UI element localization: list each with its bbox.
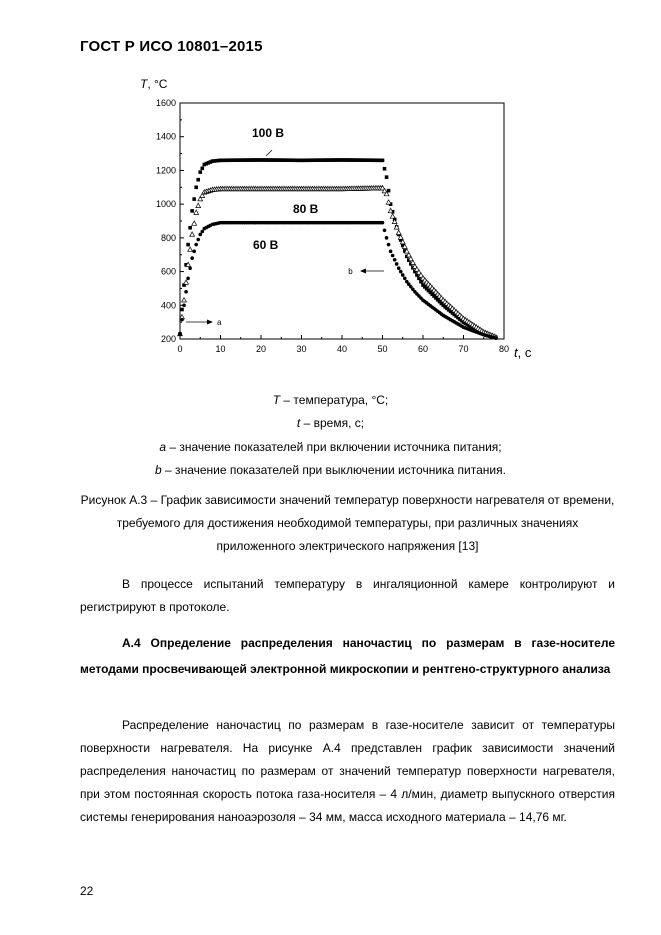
data-point [381,159,385,163]
legend-line-t: t – время, с; [296,416,365,430]
data-point [190,209,194,213]
y-axis-label: T, °C [140,77,168,91]
x-tick-label: 60 [417,344,429,354]
x-tick-label: 20 [255,344,267,354]
legend-line-a: a – значение показателей при включении источника питания; [159,440,502,454]
data-point [200,230,204,234]
paragraph-2: Распределение наночастиц по размерам в газе-носителе зависит от температуры поверхности нагревателя. На рисунке А.4 представлен график зависимости значений распределения наночастиц по размерам от значений температур поверхности нагревателя, при этом постоянная скорость потока газа-носителя – 4 л/мин, диаметр выпускного отверстия системы генерирования наноаэрозоля – 34 мм, масса исходного материала – 14,76 мг. [80,718,615,824]
page-number: 22 [80,884,94,898]
data-point [192,197,196,201]
data-point [494,336,498,340]
y-tick-label: 400 [160,300,176,311]
y-tick-label: 1000 [155,199,176,210]
series-1 [178,186,499,340]
data-point [194,185,198,189]
data-point [182,298,187,302]
x-tick-label: 0 [177,344,183,354]
data-point [387,189,391,193]
figure-caption: Рисунок А.3 – График зависимости значений температур поверхности нагревателя от времени, требуемого для достижения необходимой температуры, при различных значениях приложенного электрического напряжения [13] [80,493,615,553]
document-standard-title: ГОСТ Р ИСО 10801–2015 [80,38,263,55]
data-point [387,243,391,247]
data-point [403,277,407,281]
data-point [396,230,401,234]
series-label: 100 В [252,126,285,140]
data-point [180,308,184,312]
paragraph-1: В процессе испытаний температуру в ингаляционной камере контролируют и регистрируют в протоколе. [80,577,615,614]
section-heading: А.4 Определение распределения наночастиц по размерам в газе-носителе методами просвечивающей электронной микроскопии и рентгено-структурного анализа [80,636,615,676]
data-point [196,203,201,207]
data-point [190,232,195,236]
y-tick-label: 1400 [155,131,176,142]
data-point [393,258,397,262]
x-axis-label: t, с [514,345,532,360]
data-point [389,250,393,254]
data-point [397,266,401,270]
data-point [391,254,395,258]
y-tick-label: 200 [160,334,176,344]
legend-line-T: T – температура, °C; [272,393,389,407]
y-tick-label: 600 [160,266,176,277]
data-point [196,238,200,242]
y-tick-label: 1600 [155,98,176,108]
data-point [190,256,194,260]
data-point [188,247,193,251]
x-tick-label: 30 [296,344,307,354]
x-tick-label: 40 [336,344,348,354]
x-tick-label: 70 [458,344,469,354]
data-point [198,233,202,237]
data-point [184,280,189,284]
data-point [178,332,182,336]
data-point [383,228,387,232]
annotation-arrowhead-a [207,320,213,325]
data-point [401,273,405,277]
data-point [385,175,389,179]
series-0 [178,158,498,339]
series-pointer [266,150,272,156]
x-tick-label: 10 [215,344,226,354]
data-point [186,277,190,281]
data-point [180,318,184,322]
x-tick-label: 50 [377,344,388,354]
data-point [386,200,391,204]
data-point [399,270,403,274]
data-point [381,221,385,225]
data-point [390,214,395,218]
temperature-time-chart [0,0,661,400]
data-point [182,303,186,307]
data-point [385,236,389,240]
data-point [188,266,192,270]
data-point [198,170,202,174]
data-point [395,262,399,266]
series-label: 80 В [293,202,319,216]
data-point [188,226,192,230]
data-point [192,250,196,254]
data-point [186,243,190,247]
series-2 [178,221,498,340]
data-point [194,243,198,247]
y-tick-label: 800 [160,232,176,243]
data-point [194,210,199,214]
annotation-a: a [217,318,222,327]
y-tick-label: 1200 [155,165,176,176]
series-label: 60 В [253,238,279,252]
data-point [196,178,200,182]
data-point [383,167,387,171]
annotation-b: b [348,267,353,276]
x-tick-label: 80 [498,344,510,354]
data-point [184,290,188,294]
data-point [192,221,197,225]
annotation-arrowhead-b [360,269,366,274]
legend-line-b: b – значение показателей при выключении источника питания. [155,463,506,477]
data-point [200,167,204,171]
